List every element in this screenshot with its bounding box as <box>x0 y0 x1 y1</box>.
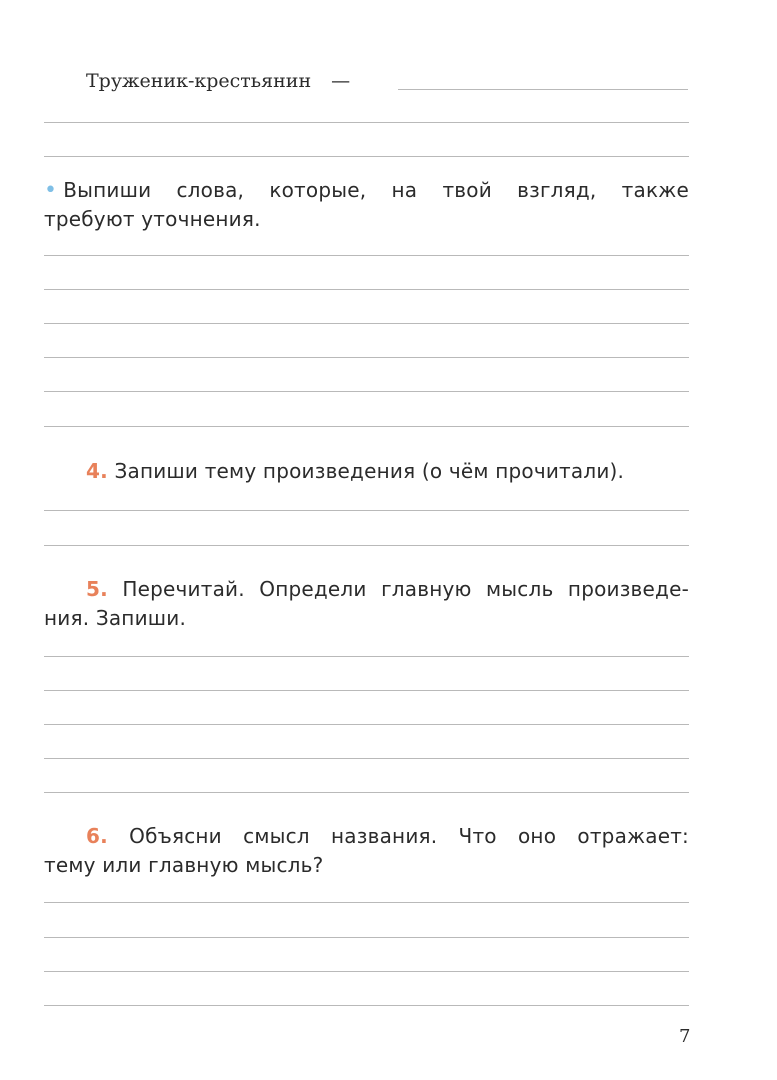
task-6-number: 6. <box>86 824 108 848</box>
task-4-text: Запиши тему произведения (о чём прочитали). <box>114 459 625 483</box>
page-number: 7 <box>679 1026 691 1047</box>
answer-line[interactable] <box>44 156 689 157</box>
task-5-number: 5. <box>86 577 108 601</box>
term-text: Труженик-крестьянин <box>86 70 312 92</box>
task-5-line1: 5. Перечитай. Определи главную мысль произведе- <box>86 577 689 601</box>
answer-line[interactable] <box>44 426 689 427</box>
answer-line[interactable] <box>44 690 689 691</box>
answer-line[interactable] <box>44 1005 689 1006</box>
answer-line[interactable] <box>44 656 689 657</box>
term-label <box>86 70 350 92</box>
bullet-marker: • <box>44 178 58 203</box>
answer-line[interactable] <box>44 937 689 938</box>
answer-line[interactable] <box>44 391 689 392</box>
task-4-number: 4. <box>86 459 108 483</box>
answer-line[interactable] <box>44 902 689 903</box>
bullet-task-line2: требуют уточнения. <box>44 207 261 231</box>
answer-line[interactable] <box>44 758 689 759</box>
bullet-task-line1: • Выпиши слова, которые, на твой взгляд, также <box>44 178 689 203</box>
answer-line[interactable] <box>44 122 689 123</box>
task-6-line1: 6. Объясни смысл названия. Что оно отражает: <box>86 824 689 848</box>
task-6 <box>44 822 689 880</box>
task-5 <box>44 575 689 633</box>
answer-line[interactable] <box>44 510 689 511</box>
answer-line[interactable] <box>44 323 689 324</box>
answer-line[interactable] <box>44 792 689 793</box>
task-6-line2: тему или главную мысль? <box>44 853 324 877</box>
answer-line[interactable] <box>44 545 689 546</box>
answer-line[interactable] <box>44 971 689 972</box>
task-5-line2: ния. Запиши. <box>44 606 187 630</box>
answer-line[interactable] <box>44 357 689 358</box>
bullet-task <box>44 176 689 234</box>
answer-line[interactable] <box>44 289 689 290</box>
answer-line-term[interactable] <box>398 89 688 90</box>
answer-line[interactable] <box>44 255 689 256</box>
term-dash: — <box>331 70 351 92</box>
task-4 <box>86 457 689 486</box>
answer-line[interactable] <box>44 724 689 725</box>
